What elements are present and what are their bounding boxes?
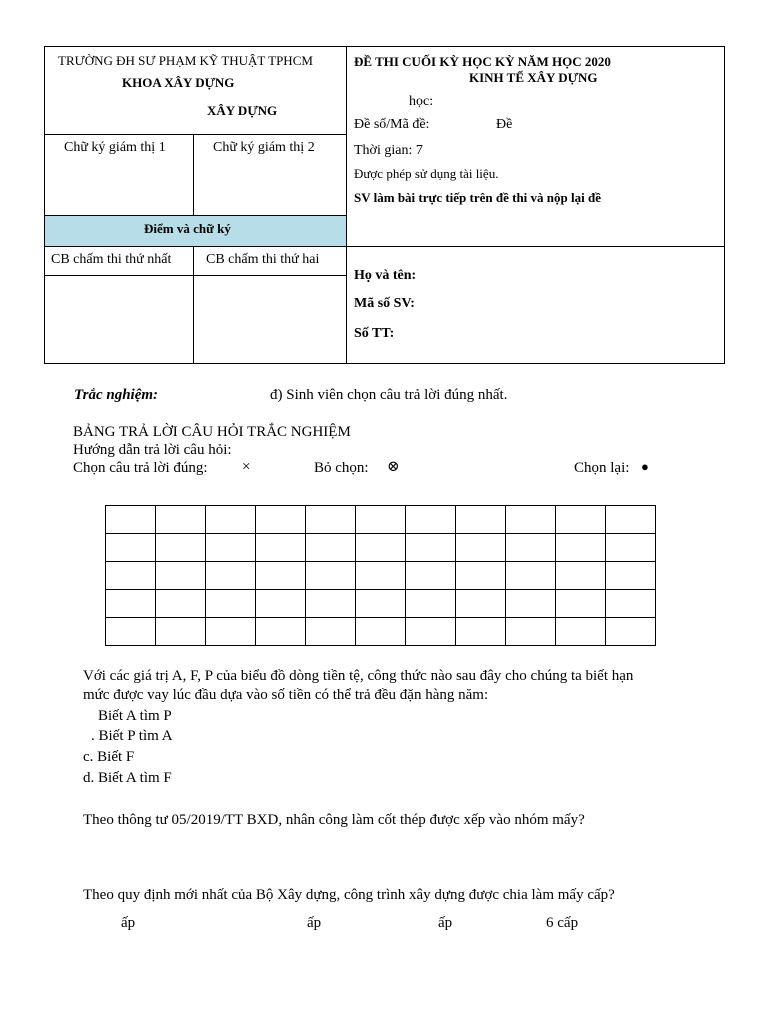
answer-cell[interactable]	[556, 590, 606, 618]
answer-cell[interactable]	[156, 562, 206, 590]
question-2: Theo thông tư 05/2019/TT BXD, nhân công làm cốt thép được xếp vào nhóm mấy?	[83, 812, 585, 828]
answer-cell[interactable]	[606, 618, 656, 646]
header-line	[346, 246, 725, 247]
answer-cell[interactable]	[356, 562, 406, 590]
student-id-label: Mã số SV:	[354, 296, 415, 311]
answer-cell[interactable]	[156, 618, 206, 646]
answer-cell[interactable]	[306, 562, 356, 590]
grader-1-label: CB chấm thi thứ nhất	[51, 252, 172, 267]
answer-grid-row	[106, 562, 656, 590]
answer-cell[interactable]	[556, 534, 606, 562]
answer-cell[interactable]	[406, 590, 456, 618]
answer-cell[interactable]	[506, 506, 556, 534]
header-line	[45, 246, 346, 247]
answer-cell[interactable]	[456, 506, 506, 534]
proctor-2-label: Chữ ký giám thị 2	[213, 140, 315, 155]
answer-cell[interactable]	[606, 590, 656, 618]
question-1-option-c: c. Biết F	[83, 749, 135, 765]
answer-cell[interactable]	[256, 534, 306, 562]
choose-symbol-icon: ×	[242, 459, 251, 475]
question-1-option-b: . Biết P tìm A	[91, 728, 173, 744]
answer-cell[interactable]	[406, 618, 456, 646]
answer-cell[interactable]	[356, 506, 406, 534]
exam-title: ĐỀ THI CUỐI KỲ HỌC KỲ NĂM HỌC 2020	[354, 54, 611, 69]
question-3-option-b: ấp	[307, 915, 322, 931]
reselect-label: Chọn lại:	[574, 460, 630, 476]
answer-grid-row	[106, 618, 656, 646]
answer-cell[interactable]	[306, 506, 356, 534]
answer-cell[interactable]	[256, 562, 306, 590]
header-line	[45, 275, 346, 276]
answer-cell[interactable]	[206, 618, 256, 646]
answer-grid-row	[106, 590, 656, 618]
answer-cell[interactable]	[206, 506, 256, 534]
submit-note: SV làm bài trực tiếp trên đề thi và nộp lại đề	[354, 190, 601, 205]
answer-cell[interactable]	[156, 506, 206, 534]
answer-cell[interactable]	[456, 534, 506, 562]
header-divider-vertical	[346, 47, 347, 363]
answer-cell[interactable]	[206, 590, 256, 618]
unselect-label: Bỏ chọn:	[314, 460, 369, 476]
answer-grid	[105, 505, 656, 646]
subject-label: học:	[409, 94, 434, 109]
reselect-symbol-icon: ●	[641, 459, 649, 474]
section-note: đ) Sinh viên chọn câu trả lời đúng nhất.	[270, 387, 508, 403]
guide-label: Hướng dẫn trả lời câu hỏi:	[73, 442, 232, 458]
answer-cell[interactable]	[306, 618, 356, 646]
question-1-option-a: Biết A tìm P	[98, 708, 172, 724]
answer-cell[interactable]	[356, 534, 406, 562]
answer-cell[interactable]	[606, 534, 656, 562]
question-1-line-2: mức được vay lúc đầu dựa vào số tiền có thể trả đều đặn hàng năm:	[83, 687, 489, 703]
answer-cell[interactable]	[456, 618, 506, 646]
question-1-option-d: d. Biết A tìm F	[83, 770, 172, 786]
answer-cell[interactable]	[356, 590, 406, 618]
grader-2-label: CB chấm thi thứ hai	[206, 252, 320, 267]
time-label: Thời gian: 7	[354, 143, 423, 158]
answer-cell[interactable]	[556, 618, 606, 646]
answer-cell[interactable]	[306, 590, 356, 618]
question-3: Theo quy định mới nhất của Bộ Xây dựng, công trình xây dựng được chia làm mấy cấp?	[83, 887, 615, 903]
faculty-name: KHOA XÂY DỰNG	[122, 75, 235, 90]
answer-cell[interactable]	[106, 590, 156, 618]
question-3-option-a: ấp	[121, 915, 136, 931]
answer-cell[interactable]	[106, 534, 156, 562]
question-1-line-1: Với các giá trị A, F, P của biểu đồ dòng tiền tệ, công thức nào sau đây cho chúng ta biết hạn	[83, 668, 634, 684]
answer-cell[interactable]	[606, 562, 656, 590]
answer-cell[interactable]	[406, 562, 456, 590]
answer-cell[interactable]	[406, 534, 456, 562]
answer-cell[interactable]	[506, 590, 556, 618]
answer-cell[interactable]	[506, 534, 556, 562]
department-name: XÂY DỰNG	[207, 103, 278, 118]
materials-note: Được phép sử dụng tài liệu.	[354, 166, 499, 181]
question-3-option-c: ấp	[438, 915, 453, 931]
exam-code-label: Đề số/Mã đề:	[354, 117, 430, 132]
answer-cell[interactable]	[506, 562, 556, 590]
answer-cell[interactable]	[456, 590, 506, 618]
order-number-label: Số TT:	[354, 326, 395, 341]
answer-cell[interactable]	[256, 506, 306, 534]
answer-grid-row	[106, 534, 656, 562]
answer-cell[interactable]	[256, 590, 306, 618]
student-name-label: Họ và tên:	[354, 268, 417, 283]
answer-cell[interactable]	[556, 506, 606, 534]
answer-table-title: BẢNG TRẢ LỜI CÂU HỎI TRẮC NGHIỆM	[73, 424, 351, 440]
answer-grid-row	[106, 506, 656, 534]
answer-cell[interactable]	[156, 534, 206, 562]
section-label: Trắc nghiệm:	[74, 387, 159, 403]
header-line	[193, 135, 194, 215]
answer-cell[interactable]	[406, 506, 456, 534]
answer-cell[interactable]	[606, 506, 656, 534]
answer-cell[interactable]	[106, 506, 156, 534]
exam-code-value: Đề	[496, 117, 513, 132]
answer-cell[interactable]	[106, 562, 156, 590]
answer-cell[interactable]	[356, 618, 406, 646]
score-sign-label: Điểm và chữ ký	[144, 221, 231, 236]
answer-cell[interactable]	[506, 618, 556, 646]
header-line	[45, 134, 346, 135]
answer-cell[interactable]	[456, 562, 506, 590]
question-3-option-d: 6 cấp	[546, 915, 579, 931]
answer-cell[interactable]	[156, 590, 206, 618]
unselect-symbol-icon: ⊗	[387, 459, 400, 475]
school-name: TRƯỜNG ĐH SƯ PHẠM KỸ THUẬT TPHCM	[58, 53, 313, 68]
answer-cell[interactable]	[556, 562, 606, 590]
proctor-1-label: Chữ ký giám thị 1	[64, 140, 166, 155]
answer-cell[interactable]	[106, 618, 156, 646]
header-line	[193, 247, 194, 363]
answer-cell[interactable]	[206, 534, 256, 562]
answer-cell[interactable]	[306, 534, 356, 562]
answer-cell[interactable]	[206, 562, 256, 590]
choose-label: Chọn câu trả lời đúng:	[73, 460, 208, 476]
course-name: KINH TẾ XÂY DỰNG	[469, 70, 598, 85]
answer-cell[interactable]	[256, 618, 306, 646]
